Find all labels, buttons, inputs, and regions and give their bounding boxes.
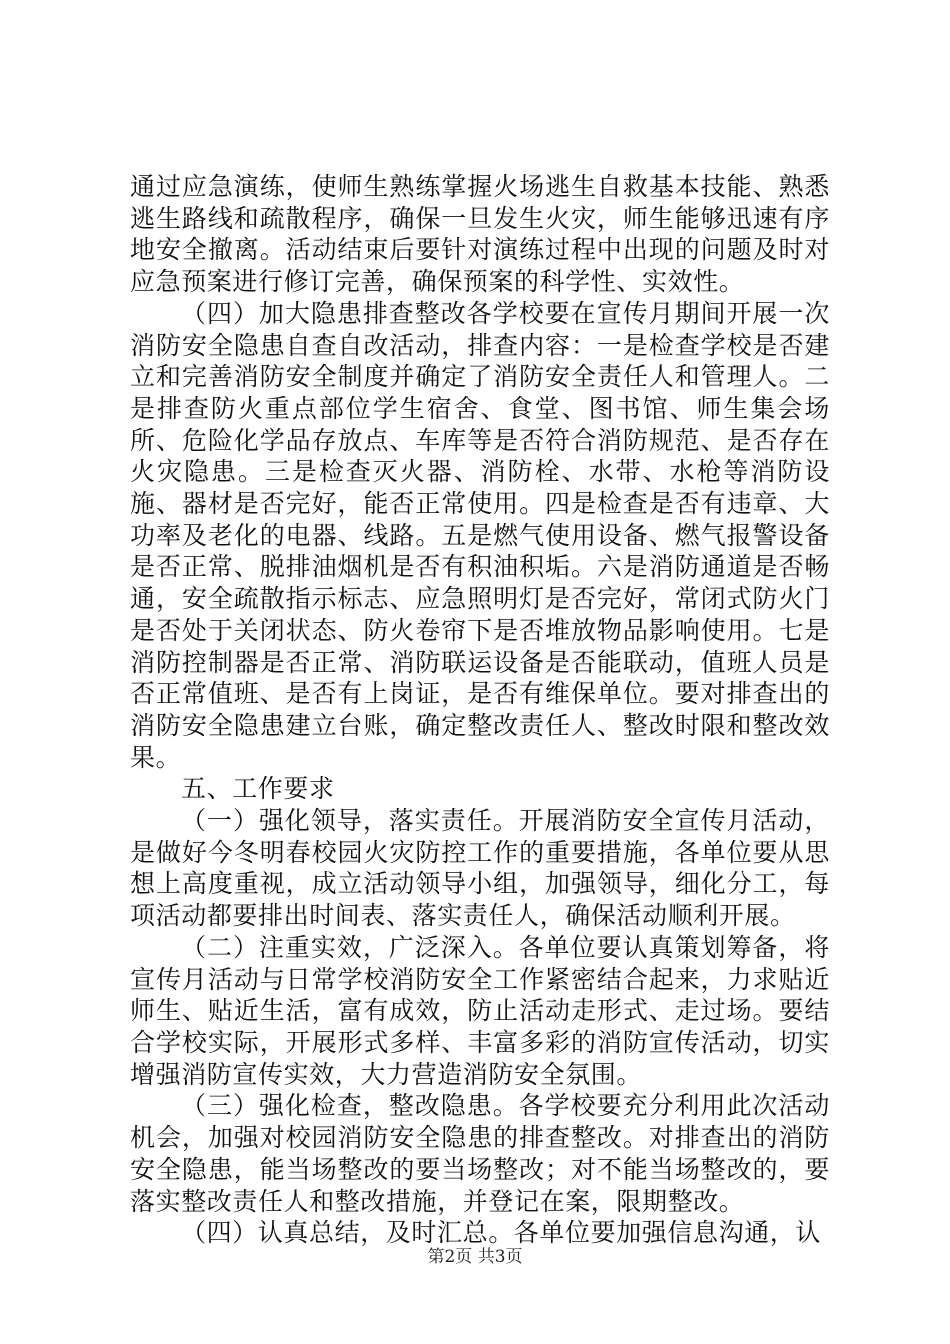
paragraph-summary: （四）认真总结，及时汇总。各单位要加强信息沟通，认 bbox=[181, 1218, 822, 1248]
paragraph-effectiveness: （二）注重实效，广泛深入。各单位要认真策划筹备，将宣传月活动与日常学校消防安全工作紧密结合起来，力求贴近师生、贴近生活，富有成效，防止活动走形式、走过场。要结合学校实际，开展形式多样、丰富多彩的消防宣传活动，切实增强消防宣传实效，大力营造消防安全氛围。 bbox=[130, 932, 830, 1089]
paragraph-inspection-rectification: （三）强化检查，整改隐患。各学校要充分利用此次活动机会，加强对校园消防安全隐患的排查整改。对排查出的消防安全隐患，能当场整改的要当场整改；对不能当场整改的，要落实整改责任人和整改措施，并登记在案，限期整改。 bbox=[130, 1091, 830, 1216]
document-body bbox=[130, 171, 830, 1249]
section-heading-work-requirements: 五、工作要求 bbox=[181, 774, 335, 804]
paragraph-leadership: （一）强化领导，落实责任。开展消防安全宣传月活动，是做好今冬明春校园火灾防控工作的重要措施，各单位要从思想上高度重视，成立活动领导小组，加强领导，细化分工，每项活动都要排出时间表、落实责任人，确保活动顺利开展。 bbox=[130, 806, 830, 931]
paragraph-hazard-inspection: （四）加大隐患排查整改各学校要在宣传月期间开展一次消防安全隐患自查自改活动，排查内容：一是检查学校是否建立和完善消防安全制度并确定了消防安全责任人和管理人。二是排查防火重点部位学生宿舍、食堂、图书馆、师生集会场所、危险化学品存放点、车库等是否符合消防规范、是否存在火灾隐患。三是检查灭火器、消防栓、水带、水枪等消防设施、器材是否完好，能否正常使用。四是检查是否有违章、大功率及老化的电器、线路。五是燃气使用设备、燃气报警设备是否正常、脱排油烟机是否有积油积垢。六是消防通道是否畅通，安全疏散指示标志、应急照明灯是否完好，常闭式防火门是否处于关闭状态、防火卷帘下是否堆放物品影响使用。七是消防控制器是否正常、消防联运设备是否能联动，值班人员是否正常值班、是否有上岗证，是否有维保单位。要对排查出的消防安全隐患建立台账，确定整改责任人、整改时限和整改效果。 bbox=[130, 298, 830, 772]
paragraph-drill-continuation: 通过应急演练，使师生熟练掌握火场逃生自救基本技能、熟悉逃生路线和疏散程序，确保一旦发生火灾，师生能够迅速有序地安全撤离。活动结束后要针对演练过程中出现的问题及时对应急预案进行修订完善，确保预案的科学性、实效性。 bbox=[130, 172, 830, 297]
page-number-footer: 第2页 共3页 bbox=[427, 1247, 523, 1267]
